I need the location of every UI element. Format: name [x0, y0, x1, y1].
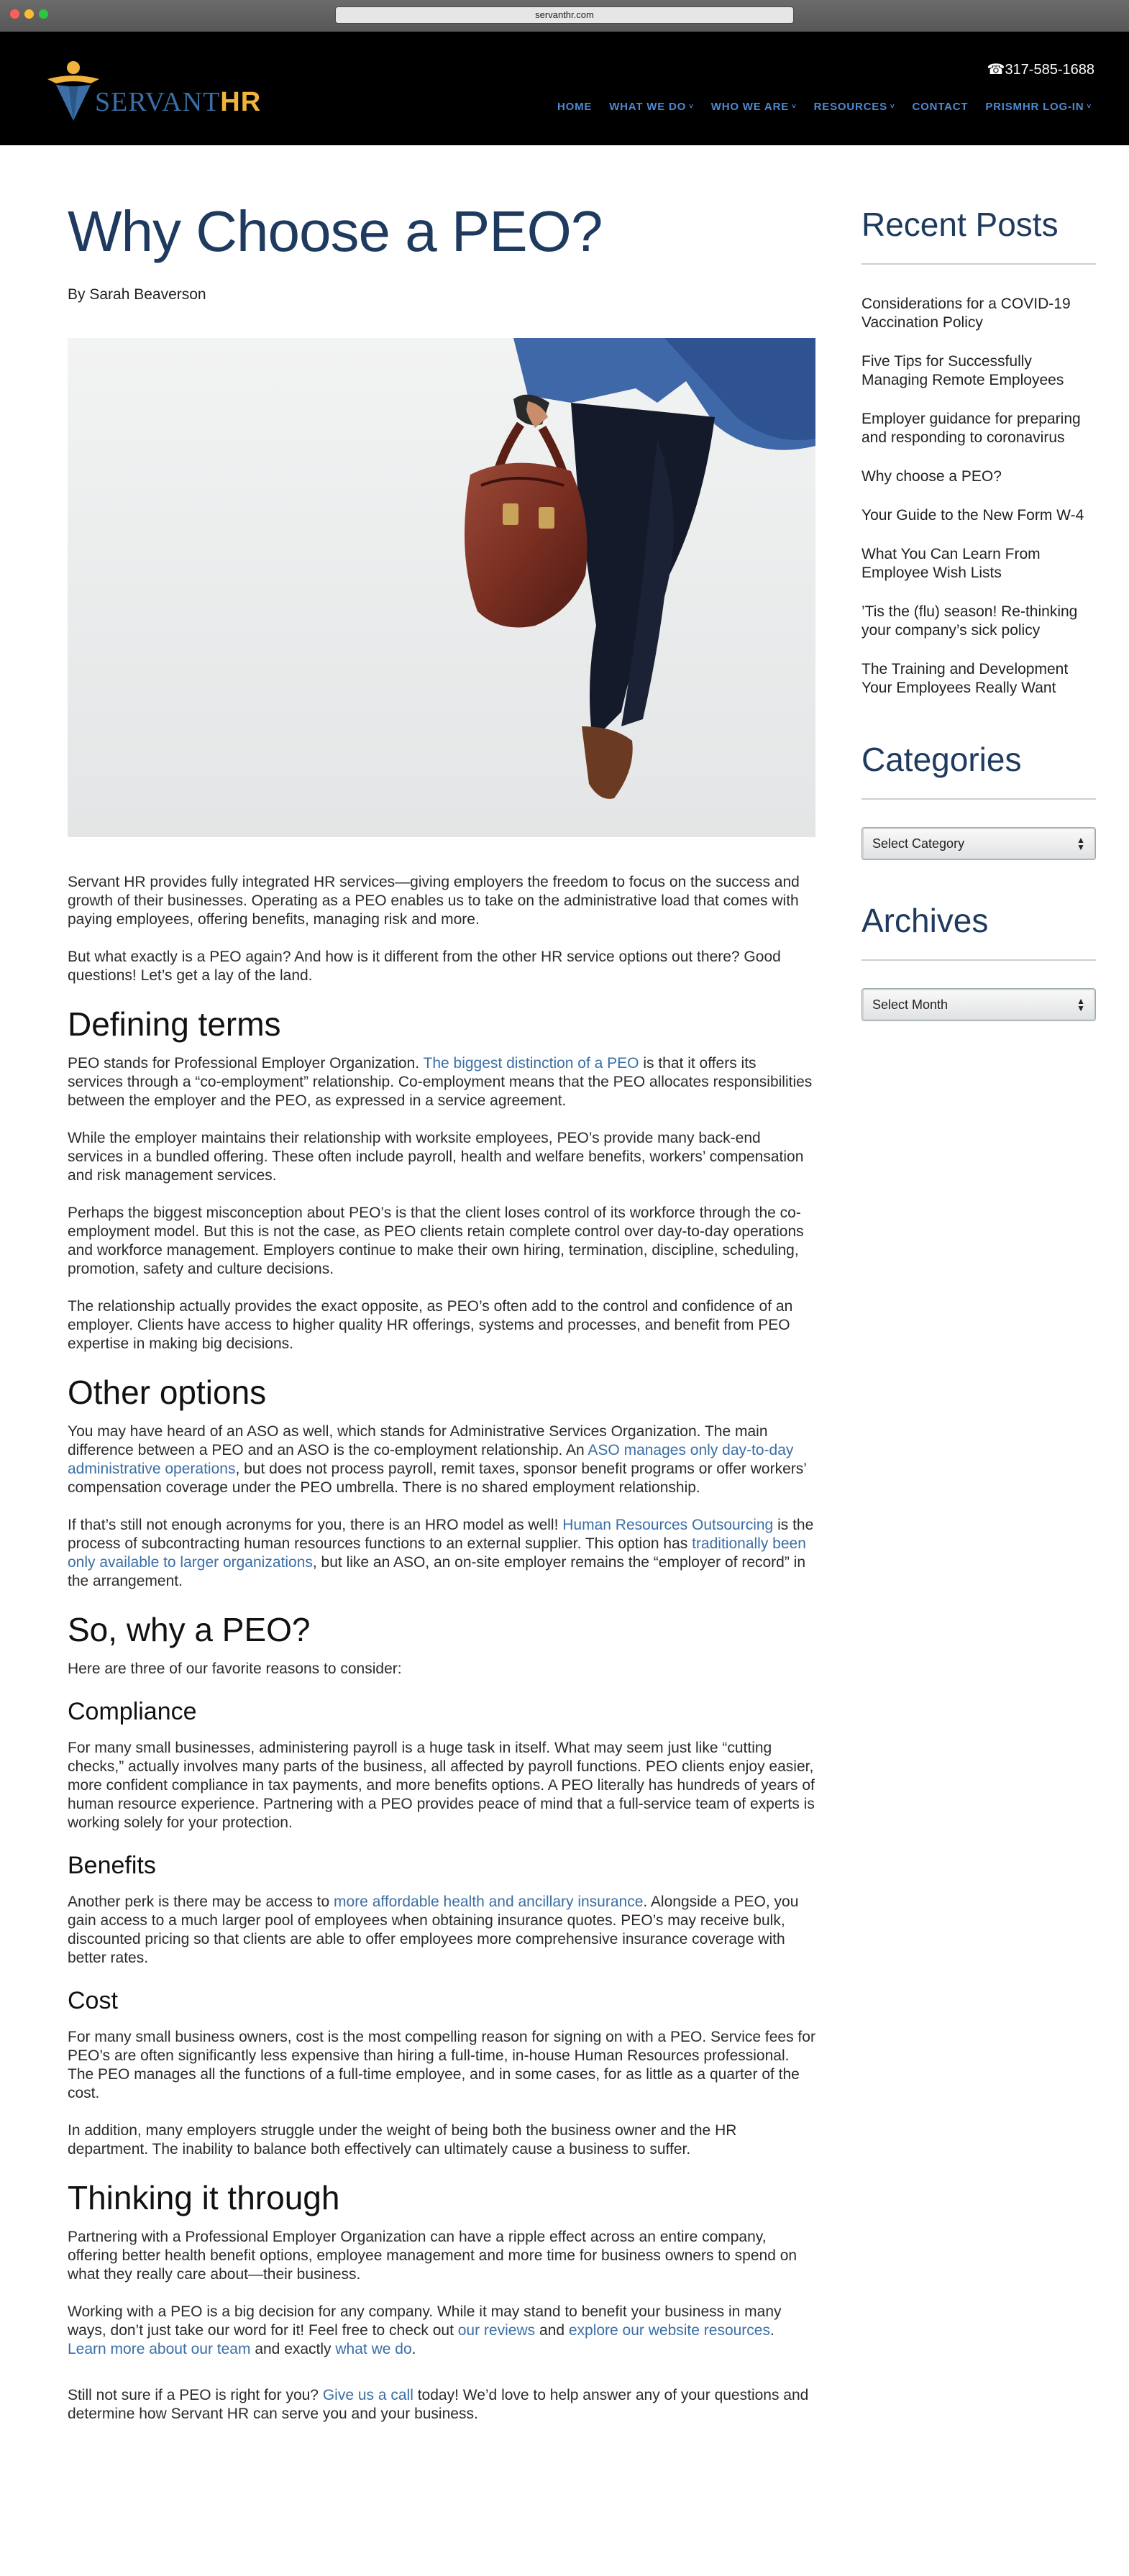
select-arrows-icon: ▲ ▼: [1077, 835, 1085, 852]
paragraph: Servant HR provides fully integrated HR services—giving employers the freedom to focus on the success and growth of their businesses. Operating as a PEO enables us to take on the administrative load that comes with paying employees, offering benefits, managing risk and more.: [68, 874, 800, 928]
logo-servant-text: SERVANT: [95, 87, 221, 117]
heading-compliance: Compliance: [68, 1698, 197, 1725]
main-nav: [549, 101, 1100, 113]
categories-title: Categories: [861, 739, 1096, 800]
main-content: [68, 145, 815, 2442]
heading-why-peo: So, why a PEO?: [68, 1611, 311, 1648]
chevron-down-icon: ˅: [1087, 103, 1092, 111]
nav-label: WHAT WE DO: [609, 101, 687, 113]
paragraph: Another perk is there may be access to more affordable health and ancillary insurance. Alongside a PEO, you gain access to a much larger pool of employees when obtaining insurance quotes. PEO’s may receive bulk, discounted pricing so that clients are able to offer employees more comprehensive insurance coverage with better rates.: [68, 1894, 799, 1966]
nav-home[interactable]: [549, 101, 600, 113]
close-window-icon[interactable]: [10, 9, 19, 19]
category-select[interactable]: [861, 827, 1096, 860]
nav-label: PRISMHR LOG-IN: [985, 101, 1084, 113]
select-arrows-icon: ▲ ▼: [1077, 996, 1085, 1013]
logo-hr-text: HR: [220, 87, 262, 117]
link-hro[interactable]: Human Resources Outsourcing: [562, 1517, 774, 1533]
category-select-value: Select Category: [872, 836, 965, 851]
site-logo[interactable]: [40, 58, 292, 129]
paragraph: The relationship actually provides the exact opposite, as PEO’s often add to the control and confidence of an employer. Clients have access to higher quality HR offerings, systems and processes, and benefit from PEO expertise in making big decisions.: [68, 1298, 793, 1352]
recent-posts-title: Recent Posts: [861, 204, 1096, 265]
nav-resources[interactable]: [805, 101, 904, 113]
heading-benefits: Benefits: [68, 1852, 156, 1879]
paragraph: If that’s still not enough acronyms for you, there is an HRO model as well! Human Resources Outsourcing is the process of subcontracting human resources functions to an external supplier. This option has traditionally been only available to larger organizations, but like an ASO, an on-site employer remains the “employer of record” in the arrangement.: [68, 1517, 814, 1589]
archives-title: Archives: [861, 900, 1096, 961]
link-larger-organizations[interactable]: traditionally been only available to larger organizations: [68, 1535, 806, 1571]
recent-post-link[interactable]: Five Tips for Successfully Managing Remote Employees: [861, 353, 1064, 388]
link-website-resources[interactable]: explore our website resources: [568, 2322, 770, 2339]
paragraph: You may have heard of an ASO as well, which stands for Administrative Services Organization. The main difference between a PEO and an ASO is the co-employment relationship. An ASO manages only day-to-day administrative operations, but does not process payroll, remit taxes, sponsor benefit programs or offer workers’ compensation coverage under the PEO umbrella. There is no shared employment relationship.: [68, 1423, 807, 1496]
link-biggest-distinction[interactable]: The biggest distinction of a PEO: [423, 1055, 639, 1072]
heading-defining-terms: Defining terms: [68, 1005, 281, 1043]
nav-label: HOME: [557, 101, 593, 113]
link-affordable-insurance[interactable]: more affordable health and ancillary insurance: [334, 1894, 644, 1910]
recent-post-link[interactable]: Why choose a PEO?: [861, 468, 1002, 485]
nav-label: RESOURCES: [813, 101, 887, 113]
recent-post-link[interactable]: Employer guidance for preparing and responding to coronavirus: [861, 411, 1081, 446]
chevron-down-icon: ˅: [890, 103, 895, 111]
paragraph: Here are three of our favorite reasons to consider:: [68, 1661, 402, 1677]
paragraph: PEO stands for Professional Employer Organization. The biggest distinction of a PEO is that it offers its services through a “co-employment” relationship. Co-employment means that the PEO allocates responsibilities between the employer and the PEO, as expressed in a service agreement.: [68, 1055, 813, 1109]
hero-image: [68, 338, 815, 837]
maximize-window-icon[interactable]: [39, 9, 48, 19]
paragraph: For many small businesses, administering payroll is a huge task in itself. What may seem just like “cutting checks,” actually involves many parts of the business, all affected by payroll functions. PEO clients enjoy easier, more confident compliance in tax payments, and more benefits options. A PEO literally has hundreds of years of human resource experience. Partnering with a PEO provides peace of mind that a full-service team of experts is working solely for your protection.: [68, 1740, 815, 1831]
article-body: [68, 873, 815, 2424]
link-our-reviews[interactable]: our reviews: [457, 2322, 536, 2339]
link-give-us-a-call[interactable]: Give us a call: [322, 2387, 413, 2403]
link-what-we-do[interactable]: what we do: [335, 2341, 412, 2357]
recent-post-link[interactable]: The Training and Development Your Employees Really Want: [861, 661, 1069, 696]
minimize-window-icon[interactable]: [24, 9, 34, 19]
phone-link[interactable]: [987, 60, 1094, 78]
recent-post-link[interactable]: What You Can Learn From Employee Wish Lists: [861, 546, 1041, 581]
heading-thinking-it-through: Thinking it through: [68, 2179, 340, 2216]
paragraph: But what exactly is a PEO again? And how is it different from the other HR service options out there? Good questions! Let’s get a lay of the land.: [68, 949, 781, 984]
phone-number: 317-585-1688: [1005, 62, 1094, 78]
recent-post-link[interactable]: ’Tis the (flu) season! Re-thinking your company’s sick policy: [861, 603, 1078, 639]
nav-label: WHO WE ARE: [710, 101, 790, 113]
recent-post-link[interactable]: Considerations for a COVID-19 Vaccination Policy: [861, 296, 1071, 331]
chevron-down-icon: ˅: [792, 103, 797, 111]
site-header: [0, 32, 1129, 145]
nav-prismhr-login[interactable]: [977, 101, 1100, 113]
paragraph: Still not sure if a PEO is right for you? Give us a call today! We’d love to help answer any of your questions and determine how Servant HR can serve you and your business.: [68, 2387, 809, 2422]
archive-select-value: Select Month: [872, 997, 949, 1012]
page-title: Why Choose a PEO?: [68, 199, 603, 263]
archive-month-select[interactable]: [861, 988, 1096, 1021]
browser-chrome: [0, 0, 1129, 32]
nav-label: CONTACT: [912, 101, 969, 113]
paragraph: In addition, many employers struggle under the weight of being both the business owner and the HR department. The inability to balance both effectively can ultimately cause a business to suffer.: [68, 2122, 737, 2157]
paragraph: For many small business owners, cost is the most compelling reason for signing on with a PEO. Service fees for PEO’s are often significantly less expensive than hiring a full-time, in-house Human Resources professional. The PEO manages all the functions of a full-time employee, and in some cases, for as little as a quarter of the cost.: [68, 2029, 815, 2101]
heading-cost: Cost: [68, 1987, 118, 2014]
paragraph: Working with a PEO is a big decision for any company. While it may stand to benefit your business in many ways, don’t just take our word for it! Feel free to check out our reviews and explore our website resources. Learn more about our team and exactly what we do.: [68, 2303, 782, 2357]
recent-posts-list: [861, 295, 1096, 698]
link-our-team[interactable]: Learn more about our team: [68, 2341, 251, 2357]
address-bar[interactable]: servanthr.com: [335, 6, 794, 24]
sidebar: [861, 145, 1096, 1021]
paragraph: Perhaps the biggest misconception about PEO’s is that the client loses control of its workforce through the co-employment model. But this is not the case, as PEO clients retain complete control over day-to-day operations and workforce management. Employers continue to make their own hiring, termination, discipline, scheduling, promotion, safety and culture decisions.: [68, 1205, 804, 1277]
link-aso-manages[interactable]: ASO manages only day-to-day administrative operations: [68, 1442, 794, 1477]
nav-who-we-are[interactable]: [703, 101, 805, 113]
phone-icon: ☎: [987, 62, 1005, 78]
paragraph: Partnering with a Professional Employer Organization can have a ripple effect across an entire company, offering better health benefit options, employee management and more time for business owners to spend on what they really care about—their business.: [68, 2229, 797, 2283]
byline: By Sarah Beaverson: [68, 286, 206, 303]
nav-what-we-do[interactable]: [600, 101, 703, 113]
recent-post-link[interactable]: Your Guide to the New Form W-4: [861, 507, 1084, 524]
heading-other-options: Other options: [68, 1374, 267, 1411]
paragraph: While the employer maintains their relationship with worksite employees, PEO’s provide many back-end services in a bundled offering. These often include payroll, health and welfare benefits, workers’ compensation and risk management services.: [68, 1130, 804, 1184]
nav-contact[interactable]: [904, 101, 977, 113]
chevron-down-icon: ˅: [689, 103, 694, 111]
logo-wordmark: [95, 86, 261, 118]
businessman-briefcase-image: [68, 338, 815, 837]
